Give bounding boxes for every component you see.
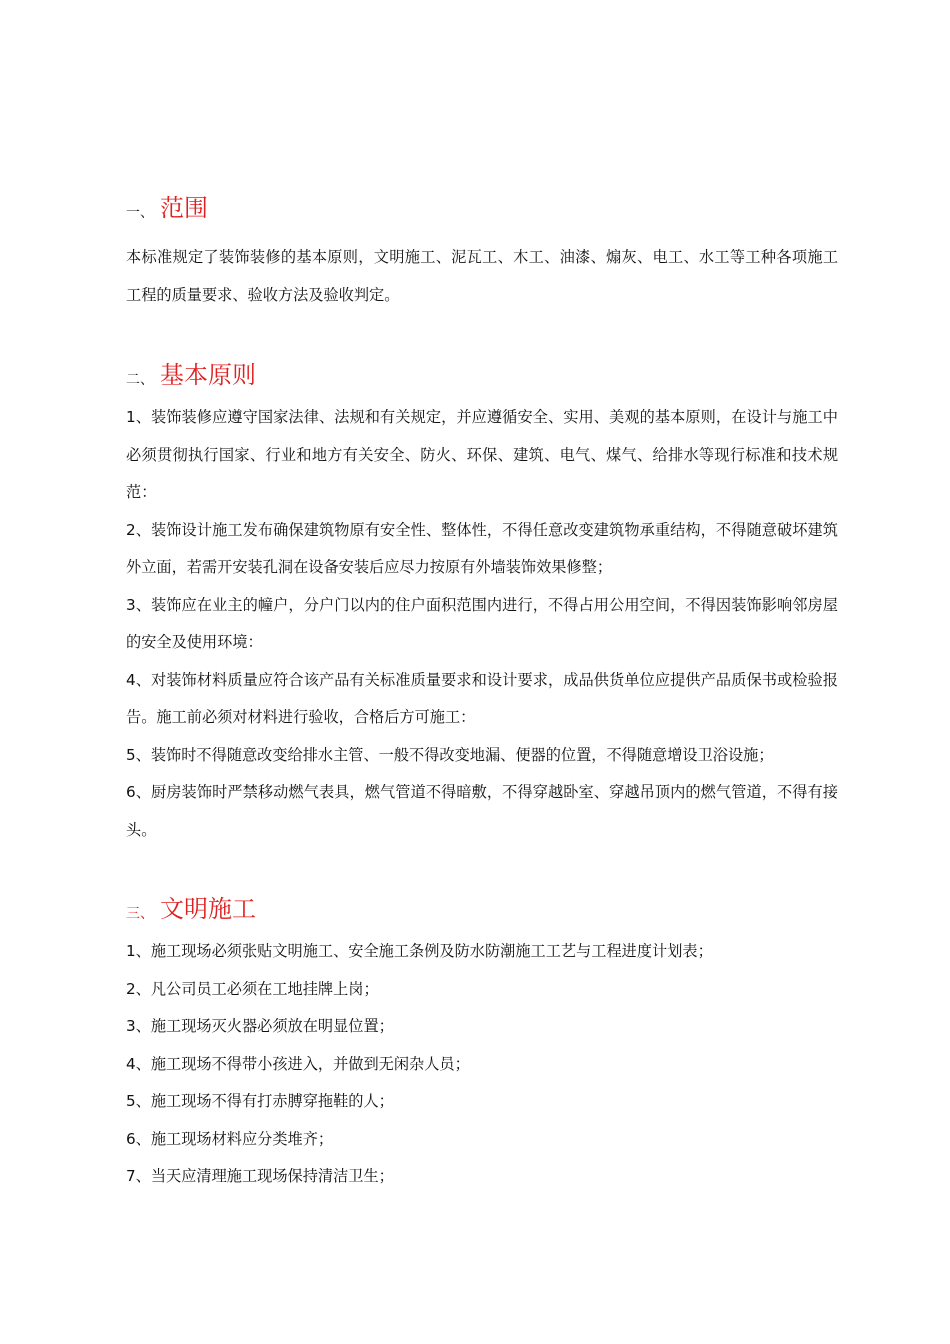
section-title: 文明施工 bbox=[160, 895, 256, 923]
list-item: 2、凡公司员工必须在工地挂牌上岗； bbox=[126, 979, 379, 998]
list-item: 5、施工现场不得有打赤膊穿拖鞋的人； bbox=[126, 1092, 394, 1110]
section-basic-principles bbox=[126, 350, 838, 849]
list-item: 3、装饰应在业主的幢户，分户门以内的住户面积范围内进行，不得占用公用空间，不得因装饰影响邻房屋的安全及使用环境： bbox=[126, 595, 838, 651]
paragraph: 本标准规定了装饰装修的基本原则，文明施工、泥瓦工、木工、油漆、煽灰、电工、水工等工种各项施工工程的质量要求、验收方法及验收判定。 bbox=[126, 248, 838, 304]
section-title: 范围 bbox=[160, 194, 208, 222]
list-item: 1、装饰装修应遵守国家法律、法规和有关规定，并应遵循安全、实用、美观的基本原则，在设计与施工中必须贯彻执行国家、行业和地方有关安全、防火、环保、建筑、电气、煤气、给排水等现行标准和技术规范： bbox=[126, 408, 838, 501]
list-item: 2、装饰设计施工发布确保建筑物原有安全性、整体性，不得任意改变建筑物承重结构，不得随意破坏建筑外立面，若需开安装孔洞在设备安装后应尽力按原有外墙装饰效果修整； bbox=[126, 520, 838, 576]
list-item: 6、施工现场材料应分类堆齐； bbox=[126, 1129, 334, 1148]
section-scope bbox=[126, 183, 838, 314]
list-item: 4、对装饰材料质量应符合该产品有关标准质量要求和设计要求，成品供货单位应提供产品质保书或检验报告。施工前必须对材料进行验收，合格后方可施工： bbox=[126, 670, 838, 726]
section-heading bbox=[126, 350, 838, 390]
section-title: 基本原则 bbox=[160, 361, 256, 389]
section-number: 一、 bbox=[126, 205, 154, 221]
section-number: 二、 bbox=[126, 372, 154, 388]
list-item: 1、施工现场必须张贴文明施工、安全施工条例及防水防潮施工工艺与工程进度计划表； bbox=[126, 942, 713, 960]
list-item: 7、当天应清理施工现场保持清洁卫生； bbox=[126, 1167, 394, 1185]
list-item: 5、装饰时不得随意改变给排水主管、一般不得改变地漏、便器的位置，不得随意增设卫浴设施； bbox=[126, 745, 774, 764]
section-civilized-construction bbox=[126, 884, 838, 1196]
list-item: 4、施工现场不得带小孩进入，并做到无闲杂人员； bbox=[126, 1054, 470, 1073]
list-item: 3、施工现场灭火器必须放在明显位置； bbox=[126, 1017, 394, 1035]
list-item: 6、厨房装饰时严禁移动燃气表具，燃气管道不得暗敷，不得穿越卧室、穿越吊顶内的燃气管道，不得有接头。 bbox=[126, 783, 838, 839]
section-heading bbox=[126, 183, 838, 223]
section-number: 三、 bbox=[126, 906, 154, 922]
section-heading bbox=[126, 884, 838, 924]
